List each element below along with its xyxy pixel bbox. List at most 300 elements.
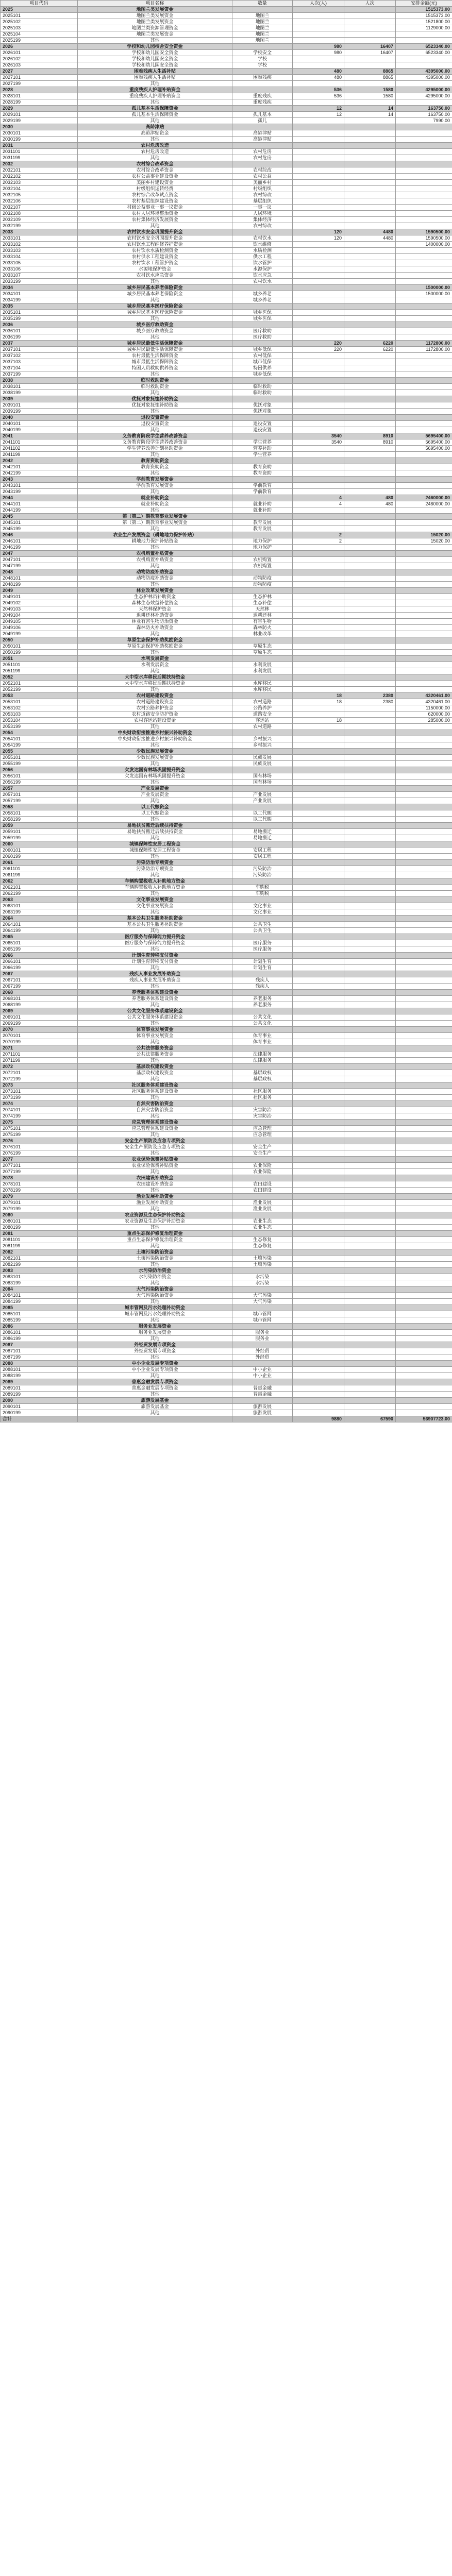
cell-persons [344, 674, 396, 681]
cell-amount [396, 1014, 452, 1021]
cell-persons [344, 786, 396, 792]
cell-persons [344, 742, 396, 749]
cell-name: 孤儿基本生活保障资金 [78, 112, 232, 118]
cell-unit: 水利发展 [232, 668, 293, 674]
cell-quantity [293, 650, 344, 656]
cell-quantity [293, 569, 344, 575]
cell-code: 2058101 [1, 810, 78, 817]
cell-code: 2036 [1, 322, 78, 328]
cell-unit [232, 1342, 293, 1348]
table-row [1, 903, 452, 909]
cell-quantity [293, 742, 344, 749]
cell-unit: 城市低保 [232, 359, 293, 365]
cell-name: 中央财政衔接推进乡村振兴补助资金 [78, 730, 232, 736]
table-row [1, 452, 452, 458]
table-row [1, 1144, 452, 1150]
cell-name: 耕地地力保护补贴资金 [78, 538, 232, 545]
table-row [1, 909, 452, 916]
cell-name: 重点生态保护修复治理资金 [78, 1237, 232, 1243]
cell-unit: 水源保护 [232, 266, 293, 273]
cell-amount [396, 155, 452, 161]
cell-amount [396, 946, 452, 953]
cell-name: 普惠金融发展专项资金 [78, 1379, 232, 1385]
cell-name: 其他 [78, 1132, 232, 1138]
cell-amount [396, 810, 452, 817]
cell-code: 2067199 [1, 984, 78, 990]
cell-unit: 高龄津贴 [232, 130, 293, 137]
cell-quantity [293, 588, 344, 594]
cell-persons [344, 118, 396, 124]
cell-amount [396, 687, 452, 693]
cell-name: 其他 [78, 507, 232, 514]
cell-amount [396, 1027, 452, 1033]
table-row [1, 996, 452, 1002]
cell-amount [396, 773, 452, 779]
cell-code: 2078199 [1, 1188, 78, 1194]
cell-name: 地图兰类资源管理资金 [78, 25, 232, 31]
cell-unit: 服务业 [232, 1336, 293, 1342]
section-row [1, 1008, 452, 1014]
cell-amount [396, 464, 452, 470]
cell-amount [396, 130, 452, 137]
cell-persons: 8865 [344, 69, 396, 75]
cell-quantity [293, 31, 344, 38]
cell-quantity [293, 1367, 344, 1373]
cell-persons [344, 520, 396, 526]
table-row [1, 798, 452, 804]
cell-unit: 困难残疾 [232, 75, 293, 81]
cell-name: 农业保险保费补贴资金 [78, 1157, 232, 1163]
cell-name: 其他 [78, 1039, 232, 1045]
cell-amount [396, 390, 452, 396]
cell-quantity [293, 242, 344, 248]
table-row [1, 718, 452, 724]
col-persons-header: 人次 [344, 1, 396, 7]
cell-quantity [293, 557, 344, 563]
cell-code: 2062199 [1, 891, 78, 897]
cell-persons [344, 1113, 396, 1120]
section-row [1, 415, 452, 421]
table-row [1, 643, 452, 650]
cell-name: 公共法律服务资金 [78, 1052, 232, 1058]
cell-unit: 生态补偿 [232, 600, 293, 606]
cell-persons [344, 588, 396, 594]
table-row [1, 421, 452, 427]
cell-quantity: 4 [293, 501, 344, 507]
cell-quantity [293, 446, 344, 452]
cell-quantity [293, 1354, 344, 1361]
cell-unit: 特困供养 [232, 365, 293, 371]
cell-quantity [293, 334, 344, 341]
cell-unit: 安居工程 [232, 854, 293, 860]
cell-name: 其他 [78, 1373, 232, 1379]
cell-name: 其他 [78, 427, 232, 433]
cell-unit [232, 804, 293, 810]
cell-name: 其他 [78, 297, 232, 303]
cell-code: 2025103 [1, 25, 78, 31]
cell-unit: 医疗服务 [232, 946, 293, 953]
table-row [1, 761, 452, 767]
cell-code: 2062101 [1, 885, 78, 891]
cell-code: 2035199 [1, 316, 78, 322]
cell-quantity [293, 1095, 344, 1101]
section-row [1, 916, 452, 922]
cell-amount [396, 1169, 452, 1175]
cell-quantity [293, 804, 344, 810]
cell-code: 2084101 [1, 1293, 78, 1299]
cell-unit [232, 396, 293, 402]
cell-unit: 车购税 [232, 885, 293, 891]
section-row [1, 1249, 452, 1256]
table-row [1, 31, 452, 38]
cell-amount: 1172800.00 [396, 347, 452, 353]
cell-name: 普惠金融发展专项资金 [78, 1385, 232, 1392]
cell-unit [232, 1045, 293, 1052]
cell-name: 其他 [78, 1150, 232, 1157]
cell-unit: 农村低保 [232, 353, 293, 359]
cell-amount [396, 1132, 452, 1138]
cell-unit: 地图兰 [232, 25, 293, 31]
cell-name: 农村饮水安全巩固提升资金 [78, 235, 232, 242]
table-row [1, 1163, 452, 1169]
cell-name: 大气污染防治资金 [78, 1293, 232, 1299]
table-row [1, 180, 452, 186]
table-row [1, 779, 452, 786]
cell-amount [396, 1348, 452, 1354]
cell-quantity [293, 371, 344, 378]
section-row [1, 786, 452, 792]
cell-name: 基本公共卫生服务补助资金 [78, 922, 232, 928]
cell-persons [344, 736, 396, 742]
cell-name: 特困人员救助供养资金 [78, 365, 232, 371]
cell-amount [396, 953, 452, 959]
cell-quantity: 4 [293, 495, 344, 501]
cell-unit: 土壤污染 [232, 1262, 293, 1268]
table-row [1, 38, 452, 44]
cell-code: 2032101 [1, 167, 78, 174]
cell-name: 其他 [78, 1280, 232, 1286]
cell-quantity [293, 1305, 344, 1311]
table-row [1, 922, 452, 928]
cell-code: 2086199 [1, 1336, 78, 1342]
cell-name: 水污染防治资金 [78, 1268, 232, 1274]
cell-persons [344, 1150, 396, 1157]
cell-persons [344, 409, 396, 415]
cell-persons [344, 198, 396, 205]
cell-unit [232, 303, 293, 310]
cell-unit: 饮水应急 [232, 273, 293, 279]
cell-code: 2025101 [1, 13, 78, 19]
cell-persons [344, 545, 396, 551]
table-row [1, 198, 452, 205]
cell-amount [396, 1188, 452, 1194]
cell-persons [344, 965, 396, 971]
cell-persons: 16407 [344, 50, 396, 56]
cell-persons [344, 897, 396, 903]
cell-name: 文化事业发展资金 [78, 903, 232, 909]
cell-code: 2052101 [1, 681, 78, 687]
cell-code: 2051101 [1, 662, 78, 668]
cell-code: 2043 [1, 477, 78, 483]
cell-amount [396, 1249, 452, 1256]
cell-amount [396, 192, 452, 198]
table-row [1, 1058, 452, 1064]
cell-persons [344, 1274, 396, 1280]
cell-unit: 公共卫生 [232, 928, 293, 934]
cell-amount: 1515373.00 [396, 7, 452, 13]
cell-unit [232, 229, 293, 235]
cell-name: 其他 [78, 965, 232, 971]
table-row [1, 668, 452, 674]
table-row [1, 1107, 452, 1113]
cell-code: 2039101 [1, 402, 78, 409]
cell-quantity [293, 1144, 344, 1150]
cell-quantity [293, 637, 344, 643]
cell-amount [396, 1076, 452, 1082]
cell-quantity [293, 137, 344, 143]
cell-persons [344, 792, 396, 798]
cell-quantity [293, 860, 344, 866]
cell-code: 2035 [1, 303, 78, 310]
cell-name: 农村道路建设资金 [78, 699, 232, 705]
cell-unit: 学前教育 [232, 489, 293, 495]
cell-amount [396, 1231, 452, 1237]
cell-quantity [293, 1311, 344, 1317]
cell-persons [344, 891, 396, 897]
cell-code: 2032107 [1, 205, 78, 211]
cell-name: 农业生产发展资金（耕地地力保护补贴） [78, 532, 232, 538]
cell-name: 学前教育发展资金 [78, 477, 232, 483]
cell-name: 其他 [78, 1243, 232, 1249]
section-row [1, 303, 452, 310]
cell-code: 2085199 [1, 1317, 78, 1324]
cell-amount: 2460000.00 [396, 501, 452, 507]
cell-amount [396, 378, 452, 384]
cell-amount [396, 829, 452, 835]
section-row [1, 341, 452, 347]
cell-amount [396, 575, 452, 582]
cell-code: 2037102 [1, 353, 78, 359]
cell-persons [344, 273, 396, 279]
cell-persons [344, 353, 396, 359]
cell-code: 2049105 [1, 619, 78, 625]
table-row [1, 273, 452, 279]
cell-quantity [293, 730, 344, 736]
cell-code: 2063199 [1, 909, 78, 916]
cell-name: 社区服务体系建设资金 [78, 1089, 232, 1095]
cell-persons [344, 860, 396, 866]
cell-unit: 农业生态 [232, 1218, 293, 1225]
cell-quantity: 480 [293, 75, 344, 81]
section-row [1, 1045, 452, 1052]
cell-persons [344, 1132, 396, 1138]
cell-unit: 公路养护 [232, 705, 293, 711]
cell-name: 其他 [78, 1076, 232, 1082]
table-row [1, 872, 452, 878]
cell-name: 地图兰类发展资金 [78, 19, 232, 25]
cell-name: 渔业发展补助资金 [78, 1194, 232, 1200]
cell-quantity [293, 872, 344, 878]
cell-unit: 计划生育 [232, 965, 293, 971]
table-row [1, 557, 452, 563]
cell-name: 产业发展资金 [78, 792, 232, 798]
cell-code: 2059199 [1, 835, 78, 841]
table-row [1, 223, 452, 229]
cell-code: 2079101 [1, 1200, 78, 1206]
cell-unit [232, 767, 293, 773]
cell-quantity [293, 755, 344, 761]
cell-persons [344, 866, 396, 872]
cell-name: 城镇保障性安居工程资金 [78, 841, 232, 848]
cell-unit: 水库移民 [232, 687, 293, 693]
cell-amount [396, 977, 452, 984]
table-row [1, 99, 452, 106]
cell-name: 农村集体经济发展资金 [78, 217, 232, 223]
cell-quantity [293, 829, 344, 835]
cell-unit: 农村综改 [232, 223, 293, 229]
cell-amount [396, 984, 452, 990]
cell-persons [344, 155, 396, 161]
cell-unit: 退耕还林 [232, 613, 293, 619]
cell-code: 2056199 [1, 779, 78, 786]
table-row [1, 62, 452, 69]
cell-unit: 以工代赈 [232, 810, 293, 817]
cell-amount [396, 940, 452, 946]
cell-code: 2033103 [1, 248, 78, 254]
cell-persons [344, 1157, 396, 1163]
table-row [1, 1188, 452, 1194]
cell-quantity: 3540 [293, 439, 344, 446]
cell-name: 动物防疫补助资金 [78, 569, 232, 575]
cell-persons [344, 1404, 396, 1410]
cell-code: 2090199 [1, 1410, 78, 1416]
table-row [1, 75, 452, 81]
cell-code: 2049102 [1, 600, 78, 606]
section-row [1, 1194, 452, 1200]
cell-amount: 6523340.00 [396, 44, 452, 50]
cell-code: 2037101 [1, 347, 78, 353]
cell-unit: 国有林场 [232, 773, 293, 779]
cell-amount: 1521800.00 [396, 19, 452, 25]
table-row [1, 316, 452, 322]
cell-unit [232, 322, 293, 328]
section-row [1, 1027, 452, 1033]
cell-persons [344, 1354, 396, 1361]
cell-unit: 医疗救助 [232, 334, 293, 341]
cell-code: 2042 [1, 458, 78, 464]
cell-persons [344, 1410, 396, 1416]
cell-unit: 城乡低保 [232, 347, 293, 353]
cell-amount: 4320461.00 [396, 693, 452, 699]
cell-persons [344, 848, 396, 854]
cell-persons [344, 767, 396, 773]
cell-quantity [293, 1286, 344, 1293]
cell-unit: 农田建设 [232, 1181, 293, 1188]
cell-code: 2033106 [1, 266, 78, 273]
cell-code: 2087199 [1, 1354, 78, 1361]
cell-persons [344, 1392, 396, 1398]
table-row [1, 279, 452, 285]
cell-quantity [293, 1379, 344, 1385]
cell-persons: 1580 [344, 87, 396, 93]
cell-name: 动物防疫补助资金 [78, 575, 232, 582]
cell-name: 大中型水库移民后期扶持资金 [78, 681, 232, 687]
cell-amount [396, 1095, 452, 1101]
cell-quantity [293, 1299, 344, 1305]
table-row [1, 891, 452, 897]
cell-amount [396, 217, 452, 223]
cell-unit: 农村危房 [232, 155, 293, 161]
cell-persons [344, 1231, 396, 1237]
cell-code: 2074 [1, 1101, 78, 1107]
cell-amount [396, 1268, 452, 1274]
table-row [1, 1373, 452, 1379]
cell-code: 2037 [1, 341, 78, 347]
cell-unit [232, 415, 293, 421]
cell-unit [232, 1416, 293, 1422]
cell-quantity [293, 854, 344, 860]
cell-unit: 重度残疾 [232, 99, 293, 106]
cell-quantity [293, 130, 344, 137]
table-row [1, 625, 452, 631]
table-row [1, 854, 452, 860]
table-row [1, 1033, 452, 1039]
cell-persons [344, 1002, 396, 1008]
cell-unit: 产业发展 [232, 792, 293, 798]
table-row [1, 1070, 452, 1076]
cell-persons [344, 1324, 396, 1330]
col-quantity-header: 人次(人) [293, 1, 344, 7]
cell-amount: 1129000.00 [396, 25, 452, 31]
cell-amount [396, 878, 452, 885]
cell-code: 2056 [1, 767, 78, 773]
cell-unit: 集体经济 [232, 217, 293, 223]
cell-name: 以工代赈资金 [78, 804, 232, 810]
cell-persons [344, 19, 396, 25]
cell-amount [396, 817, 452, 823]
table-row [1, 619, 452, 625]
section-row [1, 458, 452, 464]
cell-name: 地图兰类发展资金 [78, 31, 232, 38]
cell-code: 2053103 [1, 711, 78, 718]
cell-persons [344, 421, 396, 427]
cell-quantity [293, 217, 344, 223]
col-code-header: 项目代码 [1, 1, 78, 7]
cell-persons: 4480 [344, 235, 396, 242]
cell-unit: 乡村振兴 [232, 736, 293, 742]
cell-amount: 5695400.00 [396, 446, 452, 452]
cell-persons [344, 749, 396, 755]
cell-quantity [293, 464, 344, 470]
table-row [1, 1404, 452, 1410]
cell-persons [344, 1256, 396, 1262]
cell-code: 2061 [1, 860, 78, 866]
cell-persons [344, 817, 396, 823]
section-row [1, 87, 452, 93]
section-row [1, 823, 452, 829]
cell-unit: 动物防疫 [232, 575, 293, 582]
cell-code: 2082101 [1, 1256, 78, 1262]
cell-quantity [293, 1082, 344, 1089]
cell-amount [396, 656, 452, 662]
cell-amount [396, 823, 452, 829]
cell-name: 其他 [78, 409, 232, 415]
cell-code: 2071199 [1, 1058, 78, 1064]
cell-code: 2050 [1, 637, 78, 643]
table-row [1, 965, 452, 971]
cell-unit: 土壤污染 [232, 1256, 293, 1262]
cell-amount [396, 1126, 452, 1132]
